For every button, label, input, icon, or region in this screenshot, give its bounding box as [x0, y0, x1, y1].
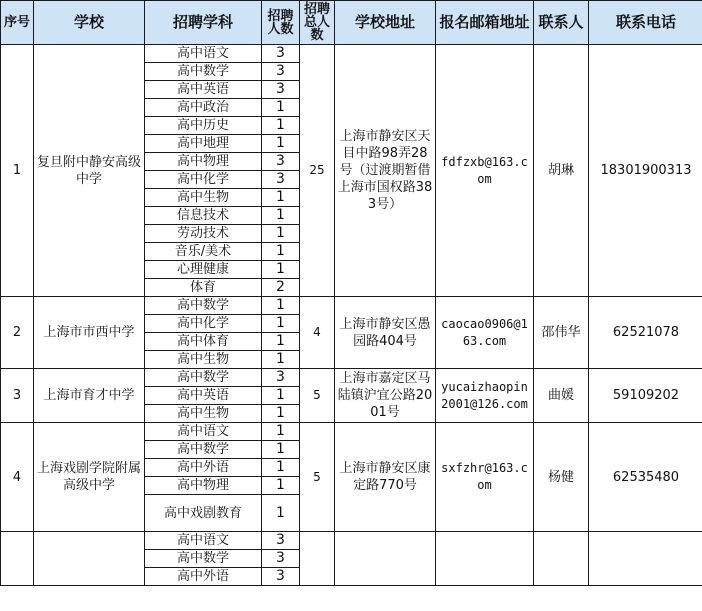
- subject-name: 高中外语: [145, 568, 262, 586]
- subject-name: 高中生物: [145, 351, 262, 369]
- subject-count: 3: [262, 550, 300, 568]
- subject-count: 1: [262, 495, 300, 532]
- header-row: [1, 1, 702, 45]
- subject-name: 劳动技术: [145, 225, 262, 243]
- school-contact: [534, 532, 589, 586]
- subject-count: 3: [262, 81, 300, 99]
- school-seq: 1: [1, 45, 34, 297]
- table-row: [1, 45, 702, 63]
- school-email: sxfzhr@163.com: [436, 423, 534, 532]
- header-contact: 联系人: [534, 1, 589, 45]
- table-row: [1, 297, 702, 315]
- school-address: 上海市静安区康定路770号: [335, 423, 436, 532]
- subject-count: 1: [262, 261, 300, 279]
- subject-name: 高中生物: [145, 405, 262, 423]
- subject-count: 1: [262, 333, 300, 351]
- school-phone: 62535480: [589, 423, 702, 532]
- subject-name: 高中英语: [145, 387, 262, 405]
- subject-count: 3: [262, 568, 300, 586]
- subject-name: 高中历史: [145, 117, 262, 135]
- subject-count: 3: [262, 171, 300, 189]
- header-email: 报名邮箱地址: [436, 1, 534, 45]
- school-contact: 胡琳: [534, 45, 589, 297]
- header-count: 招聘人数: [262, 1, 300, 45]
- subject-name: 高中体育: [145, 333, 262, 351]
- subject-count: 1: [262, 477, 300, 495]
- header-subject: 招聘学科: [145, 1, 262, 45]
- subject-name: 高中地理: [145, 135, 262, 153]
- header-school: 学校: [34, 1, 145, 45]
- school-email: caocao0906@163.com: [436, 297, 534, 369]
- subject-count: 1: [262, 315, 300, 333]
- header-phone: 联系电话: [589, 1, 702, 45]
- subject-count: 1: [262, 225, 300, 243]
- table-row: [1, 369, 702, 387]
- school-email: fdfzxb@163.com: [436, 45, 534, 297]
- subject-count: 3: [262, 63, 300, 81]
- school-seq: 2: [1, 297, 34, 369]
- subject-name: 高中语文: [145, 45, 262, 63]
- table-body: [1, 1, 702, 586]
- subject-name: 高中语文: [145, 423, 262, 441]
- school-phone: 59109202: [589, 369, 702, 423]
- subject-count: 3: [262, 153, 300, 171]
- subject-name: 高中数学: [145, 297, 262, 315]
- subject-count: 1: [262, 207, 300, 225]
- school-phone: [589, 532, 702, 586]
- subject-name: 高中数学: [145, 369, 262, 387]
- subject-name: 高中数学: [145, 441, 262, 459]
- subject-name: 高中政治: [145, 99, 262, 117]
- subject-name: 高中生物: [145, 189, 262, 207]
- school-phone: 62521078: [589, 297, 702, 369]
- school-address: [335, 532, 436, 586]
- subject-name: 高中数学: [145, 550, 262, 568]
- subject-count: 1: [262, 135, 300, 153]
- school-seq: [1, 532, 34, 586]
- header-address: 学校地址: [335, 1, 436, 45]
- subject-name: 心理健康: [145, 261, 262, 279]
- subject-name: 体育: [145, 279, 262, 297]
- subject-count: 1: [262, 351, 300, 369]
- subject-count: 1: [262, 459, 300, 477]
- subject-name: 高中英语: [145, 81, 262, 99]
- subject-count: 1: [262, 99, 300, 117]
- subject-count: 1: [262, 387, 300, 405]
- school-contact: 杨健: [534, 423, 589, 532]
- school-email: [436, 532, 534, 586]
- subject-name: 高中外语: [145, 459, 262, 477]
- header-total: 招聘总人数: [300, 1, 335, 45]
- subject-name: 信息技术: [145, 207, 262, 225]
- subject-name: 高中化学: [145, 171, 262, 189]
- subject-count: 1: [262, 297, 300, 315]
- school-seq: 3: [1, 369, 34, 423]
- school-contact: 邵伟华: [534, 297, 589, 369]
- school-name: 上海市育才中学: [34, 369, 145, 423]
- school-total: 5: [300, 369, 335, 423]
- subject-name: 音乐/美术: [145, 243, 262, 261]
- subject-name: 高中化学: [145, 315, 262, 333]
- subject-count: 1: [262, 117, 300, 135]
- subject-name: 高中物理: [145, 153, 262, 171]
- school-name: 上海戏剧学院附属高级中学: [34, 423, 145, 532]
- school-name: [34, 532, 145, 586]
- school-name: 复旦附中静安高级中学: [34, 45, 145, 297]
- school-address: 上海市嘉定区马陆镇沪宜公路2001号: [335, 369, 436, 423]
- school-phone: 18301900313: [589, 45, 702, 297]
- subject-name: 高中语文: [145, 532, 262, 550]
- subject-name: 高中物理: [145, 477, 262, 495]
- table-row: [1, 423, 702, 441]
- subject-count: 1: [262, 423, 300, 441]
- header-seq: 序号: [1, 1, 34, 45]
- subject-name: 高中戏剧教育: [145, 495, 262, 532]
- subject-count: 2: [262, 279, 300, 297]
- school-seq: 4: [1, 423, 34, 532]
- school-total: 4: [300, 297, 335, 369]
- school-address: 上海市静安区愚园路404号: [335, 297, 436, 369]
- subject-count: 1: [262, 405, 300, 423]
- school-email: yucaizhaopin2001@126.com: [436, 369, 534, 423]
- subject-count: 1: [262, 189, 300, 207]
- school-total: 25: [300, 45, 335, 297]
- school-total: 5: [300, 423, 335, 532]
- school-total: [300, 532, 335, 586]
- subject-count: 3: [262, 532, 300, 550]
- school-address: 上海市静安区天目中路98弄28号（过渡期暂借上海市国权路383号）: [335, 45, 436, 297]
- subject-count: 1: [262, 243, 300, 261]
- subject-count: 3: [262, 45, 300, 63]
- school-contact: 曲媛: [534, 369, 589, 423]
- subject-count: 3: [262, 369, 300, 387]
- table-row: [1, 532, 702, 550]
- school-name: 上海市市西中学: [34, 297, 145, 369]
- subject-count: 1: [262, 441, 300, 459]
- subject-name: 高中数学: [145, 63, 262, 81]
